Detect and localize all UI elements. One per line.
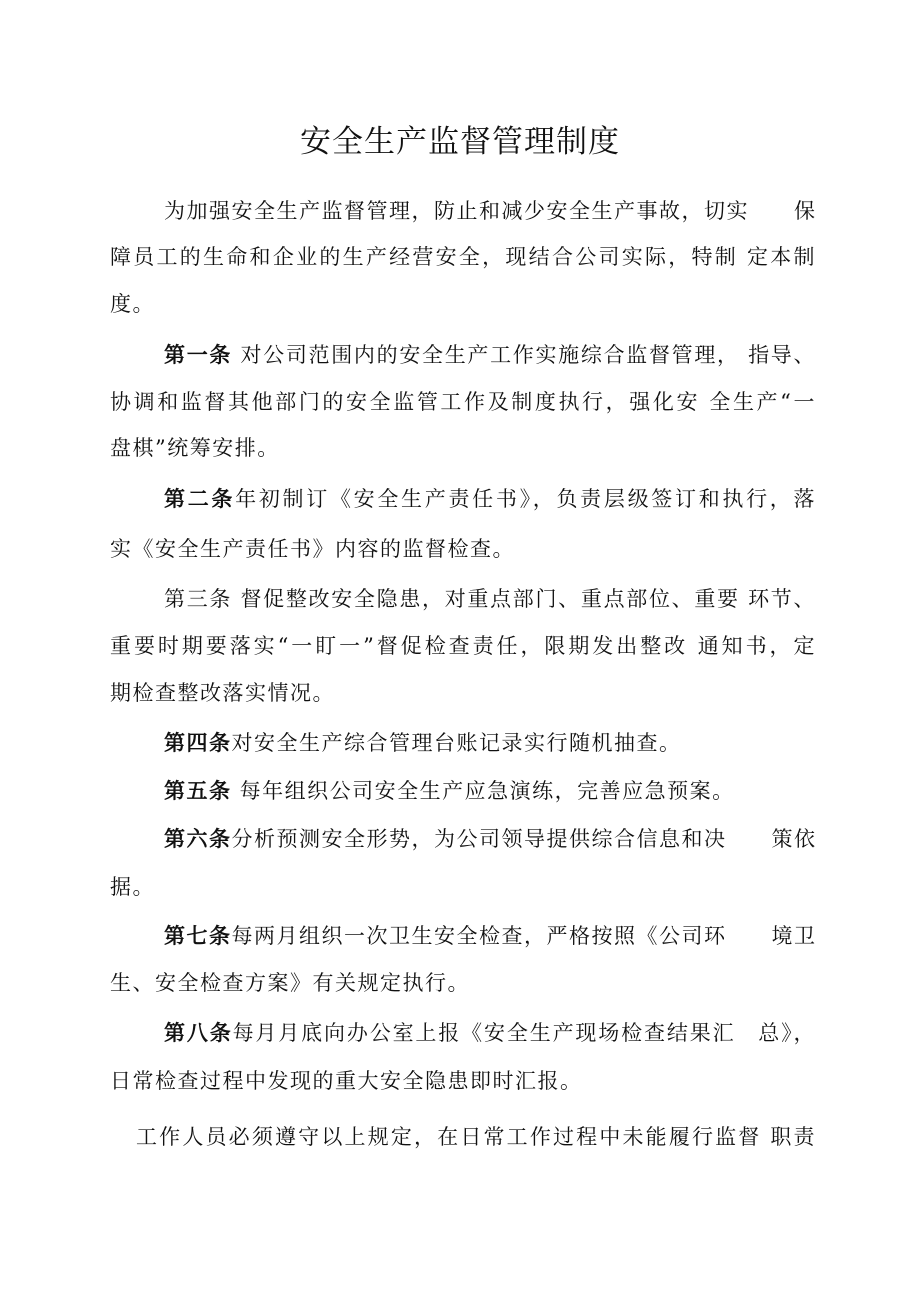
article-1-heading: 第一条	[164, 343, 233, 367]
article-2-line-1: 第二条年初制订《安全生产责任书》，负责层级签订和执行，落	[164, 487, 817, 511]
article-3-line-3: 期检查整改落实情况。	[110, 681, 335, 705]
preamble-line-1: 为加强安全生产监督管理，防止和减少安全生产事故，切实 保	[164, 199, 817, 223]
article-4-heading: 第四条	[164, 731, 232, 755]
article-2-line-2: 实《安全生产责任书》内容的监督检查。	[110, 537, 515, 561]
article-8-line-1: 第八条每月月底向办公室上报《安全生产现场检查结果汇 总》，	[164, 1021, 817, 1045]
article-2-heading: 第二条	[164, 487, 236, 511]
preamble-line-2: 障员工的生命和企业的生产经营安全，现结合公司实际，特制 定本制	[110, 245, 816, 269]
article-5-heading: 第五条	[164, 779, 232, 803]
article-6-line-2: 据。	[110, 875, 155, 899]
article-6-line-1: 第六条分析预测安全形势，为公司领导提供综合信息和决 策依	[164, 827, 817, 851]
article-8-line-2: 日常检查过程中发现的重大安全隐患即时汇报。	[110, 1069, 583, 1093]
document-title: 安全生产监督管理制度	[300, 124, 620, 160]
article-3-line-2: 重要时期要落实“一盯一”督促检查责任，限期发出整改 通知书，定	[110, 634, 816, 658]
article-8-heading: 第八条	[164, 1021, 233, 1045]
article-7-line-1: 第七条每两月组织一次卫生安全检查，严格按照《公司环 境卫	[164, 924, 817, 948]
article-1-line-2: 协调和监督其他部门的安全监管工作及制度执行，强化安 全生产“一	[110, 390, 816, 414]
preamble-line-3: 度。	[110, 292, 155, 316]
article-1-line-1: 第一条 对公司范围内的安全生产工作实施综合监督管理， 指导、	[164, 343, 816, 367]
article-7-line-2: 生、安全检查方案》有关规定执行。	[110, 971, 470, 995]
article-6-heading: 第六条	[164, 827, 232, 851]
article-4-line-1: 第四条对安全生产综合管理台账记录实行随机抽查。	[164, 731, 682, 755]
article-7-heading: 第七条	[164, 924, 232, 948]
article-3-line-1: 第三条 督促整改安全隐患，对重点部门、重点部位、重要 环节、	[164, 587, 816, 611]
closing-line-1: 工作人员必须遵守以上规定，在日常工作过程中未能履行监督 职责	[136, 1125, 816, 1149]
article-5-line-1: 第五条 每年组织公司安全生产应急演练，完善应急预案。	[164, 779, 735, 803]
article-1-line-3: 盘棋”统筹安排。	[110, 436, 280, 460]
